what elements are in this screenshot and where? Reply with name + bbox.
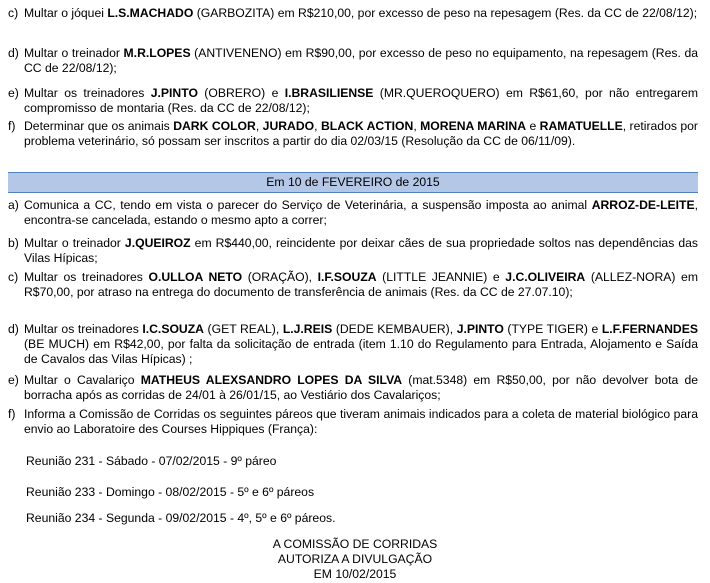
bold-name: I.C.SOUZA: [142, 322, 204, 336]
text-run: , retirados por problema veterinário, só possam ser inscritos a partir do dia 02/03/15 (Resolução da CC de 06/11/09).: [24, 119, 698, 148]
item-text: [8, 119, 698, 149]
item-label: d): [8, 322, 19, 336]
text-run: e: [526, 119, 540, 133]
bold-name: ARROZ-DE-LEITE: [591, 198, 695, 212]
bold-name: L.J.REIS: [282, 322, 333, 336]
bold-name: J.PINTO: [150, 86, 198, 100]
text-run: Multar os treinadores: [24, 86, 151, 100]
item-text: [8, 270, 698, 300]
item-label: b): [8, 236, 19, 250]
item-text: [8, 236, 698, 266]
bold-name: I.BRASILIENSE: [284, 86, 374, 100]
text-run: (TYPE TIGER) e: [503, 322, 602, 336]
item-text: [8, 407, 698, 437]
bold-name: L.F.FERNANDES: [601, 322, 698, 336]
text-run: (ALLEZ-NORA) em R$70,00, por atraso na entrega do documento de transferência de animais (Res. da CC de 27.07.10);: [24, 270, 698, 299]
text-run: (MR.QUEROQUERO) em R$61,60, por não entregarem compromisso de montaria (Res. da CC de 22/08/12);: [24, 86, 699, 115]
text-run: (GARBOZITA) em R$210,00, por excesso de peso na repesagem (Res. da CC de 22/08/12);: [193, 6, 698, 20]
bold-name: M.R.LOPES: [123, 46, 191, 60]
reuniao-line: Reunião 233 - Domingo - 08/02/2015 - 5º e 6º páreos: [26, 485, 315, 499]
bold-name: O.ULLOA NETO: [148, 270, 243, 284]
text-run: Multar o treinador: [24, 236, 125, 250]
bold-name: RAMATUELLE: [539, 119, 623, 133]
resolution-item: [8, 86, 698, 116]
text-run: Multar o treinador: [24, 46, 124, 60]
text-run: ,: [255, 119, 263, 133]
text-run: em R$440,00, reincidente por deixar cães de sua propriedade soltos nas dependências das Vilas Hípicas;: [24, 236, 698, 265]
text-run: (ANTIVENENO) em R$90,00, por excesso de peso no equipamento, na repesagem (Res. da CC de 22/08/12);: [24, 46, 698, 75]
text-run: (mat.5348) em R$50,00, por não devolver bota de borracha após as corridas de 24/01 à 26/01/15, ao Vestiário dos Cavalariços;: [24, 373, 698, 402]
text-run: (DEDE KEMBAUER),: [332, 322, 457, 336]
text-run: (OBRERO) e: [197, 86, 285, 100]
item-text: [8, 373, 698, 403]
item-text: [8, 86, 698, 116]
resolution-item: [8, 373, 698, 403]
bold-name: DARK COLOR: [173, 119, 256, 133]
resolution-item: [8, 407, 698, 437]
text-run: ,: [314, 119, 321, 133]
resolution-item: [8, 6, 698, 21]
text-run: Multar os treinadores: [24, 270, 149, 284]
bold-name: MATHEUS ALEXSANDRO LOPES DA SILVA: [140, 373, 403, 387]
text-run: Informa a Comissão de Corridas os seguintes páreos que tiveram animais indicados para a coleta de material biológico para envio ao Laboratoire des Courses Hippiques (França):: [24, 407, 698, 436]
text-run: (ORAÇÃO),: [242, 270, 318, 284]
bold-name: MORENA MARINA: [420, 119, 527, 133]
bold-name: BLACK ACTION: [320, 119, 414, 133]
item-label: e): [8, 86, 19, 100]
item-label: c): [8, 6, 19, 20]
item-text: [8, 46, 698, 76]
bold-name: J.QUEIROZ: [124, 236, 191, 250]
item-text: [8, 6, 698, 21]
item-text: [8, 322, 698, 367]
text-run: (LITTLE JEANNIE) e: [376, 270, 506, 284]
item-label: a): [8, 198, 19, 212]
resolution-item: [8, 236, 698, 266]
text-run: (GET REAL),: [203, 322, 283, 336]
footer-line: AUTORIZA A DIVULGAÇÃO: [277, 552, 433, 566]
bold-name: JURADO: [262, 119, 315, 133]
item-label: f): [8, 119, 16, 133]
date-banner-text: Em 10 de FEVEREIRO de 2015: [266, 175, 440, 189]
text-run: Comunica a CC, tendo em vista o parecer do Serviço de Veterinária, a suspensão imposta ao animal: [24, 198, 592, 212]
resolution-item: [8, 46, 698, 76]
item-label: d): [8, 46, 19, 60]
resolution-item: [8, 322, 698, 367]
footer-line: EM 10/02/2015: [313, 567, 397, 581]
bold-name: L.S.MACHADO: [107, 6, 194, 20]
reuniao-line: Reunião 234 - Segunda - 09/02/2015 - 4º, 5º e 6º páreos.: [26, 511, 336, 525]
text-run: ,: [413, 119, 421, 133]
text-run: (BE MUCH) em R$42,00, por falta da solicitação de entrada (item 1.10 do Regulamento para Entrada, Alojamento e Saída de Cavalos das Vilas Hípicas) ;: [24, 337, 698, 366]
text-run: Determinar que os animais: [24, 119, 174, 133]
footer-line: A COMISSÃO DE CORRIDAS: [272, 537, 438, 551]
resolution-item: [8, 270, 698, 300]
item-label: c): [8, 270, 19, 284]
text-run: Multar o jóquei: [24, 6, 108, 20]
item-label: e): [8, 373, 19, 387]
text-run: , encontra-se cancelada, estando o mesmo apto a correr;: [24, 198, 698, 227]
bold-name: J.C.OLIVEIRA: [505, 270, 586, 284]
resolution-item: [8, 198, 698, 228]
item-label: f): [8, 407, 16, 421]
resolution-item: [8, 119, 698, 149]
reuniao-line: Reunião 231 - Sábado - 07/02/2015 - 9º páreo: [26, 454, 277, 468]
text-run: Multar o Cavalariço: [24, 373, 141, 387]
item-text: [8, 198, 698, 228]
text-run: Multar os treinadores: [24, 322, 143, 336]
bold-name: J.PINTO: [456, 322, 504, 336]
bold-name: I.F.SOUZA: [317, 270, 377, 284]
date-banner: [8, 172, 698, 193]
